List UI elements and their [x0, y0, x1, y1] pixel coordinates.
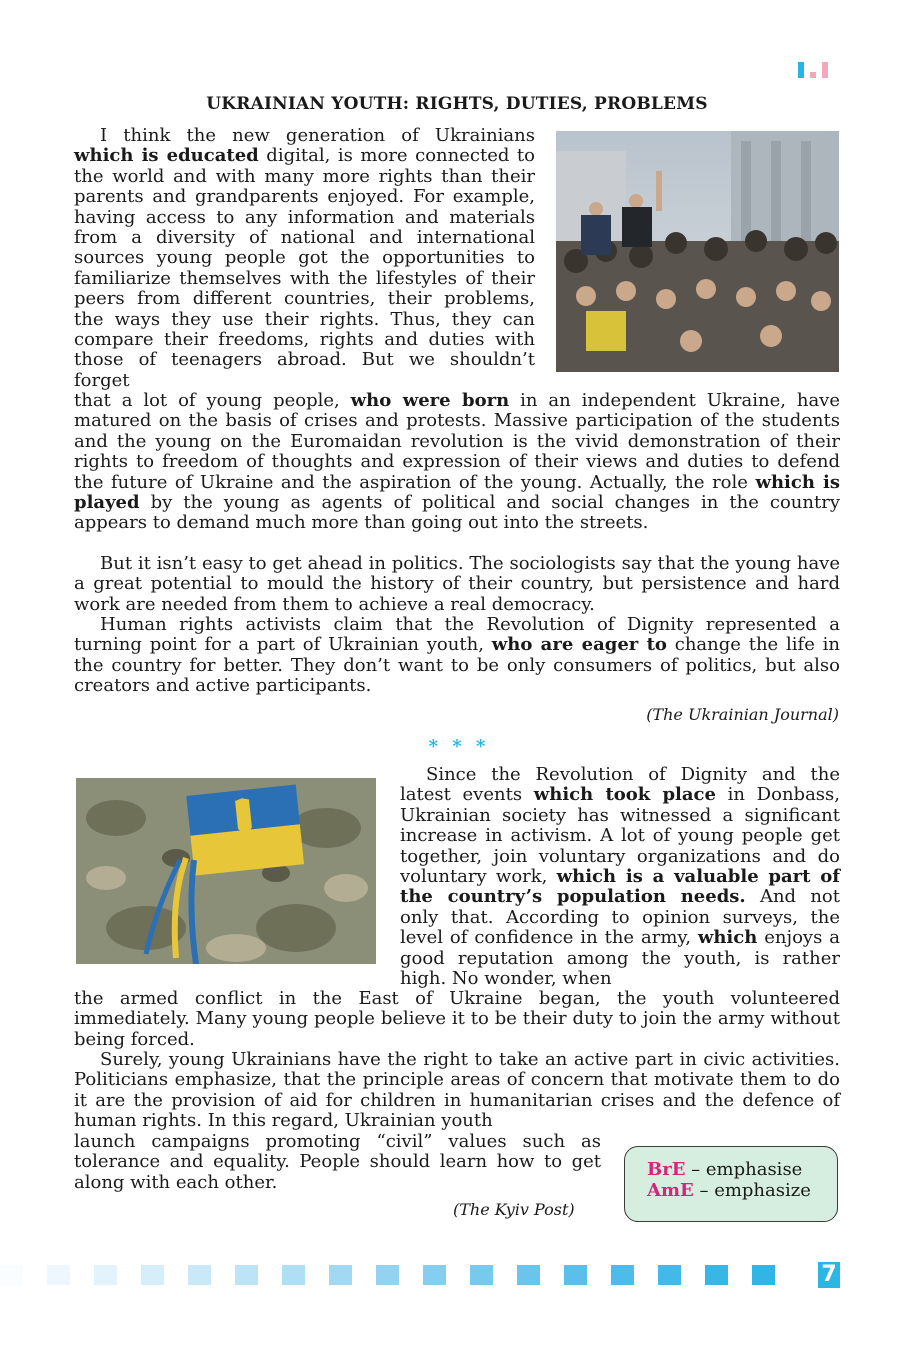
footer-square	[329, 1265, 352, 1285]
source-ukrainian-journal: (The Ukrainian Journal)	[646, 705, 839, 724]
article1-paragraph1-continued	[74, 391, 840, 534]
text-run: And not only that. According to opinion surveys, the level of confidence in the army,	[400, 886, 840, 949]
article1-paragraph1	[74, 126, 535, 391]
footer-square	[188, 1265, 211, 1285]
footer-square	[282, 1265, 305, 1285]
marker-bar-pink	[822, 62, 828, 78]
note-ame-tag: AmE	[647, 1180, 694, 1201]
text-run: But it isn’t easy to get ahead in politics. The sociologists say that the young have a great potential to mould the history of their country, but persistence and hard work are needed from them to achieve a real democracy.	[74, 553, 840, 615]
text-run: by the young as agents of political and social changes in the country appears to demand much more than going out into the streets.	[74, 492, 840, 534]
corner-marker	[798, 62, 828, 78]
footer-square	[47, 1265, 70, 1285]
marker-dot-pink	[810, 72, 816, 78]
protest-crowd-photo	[556, 131, 839, 372]
source-kyiv-post: (The Kyiv Post)	[453, 1200, 575, 1219]
text-run: launch campaigns promoting “civil” values such as tolerance and equality. People should learn how to get along with each other.	[74, 1131, 601, 1193]
emphasized-phrase: which is a valuable part of the country’s population needs.	[400, 866, 841, 908]
text-run: in an independent Ukraine, have matured on the basis of crises and protests. Massive participation of the students and the young on the Euromaidan revolution is the vivid demonstration of their rights to freedom of thoughts and expression of their views and duties to defend the future of Ukraine and the aspiration of the young. Actually, the role	[74, 390, 841, 493]
emphasized-phrase: who were born	[350, 390, 510, 411]
footer-square	[235, 1265, 258, 1285]
emphasized-phrase: which is educated	[74, 145, 259, 167]
page-number: 7	[818, 1262, 840, 1288]
note-ame-line	[647, 1180, 837, 1201]
article2-paragraph2	[74, 1050, 840, 1132]
footer-square	[564, 1265, 587, 1285]
footer-square	[141, 1265, 164, 1285]
note-bre-tag: BrE	[647, 1159, 686, 1180]
text-run: in Donbass, Ukrainian society has witnessed a significant increase in activism. A lot of young people get together, join voluntary organizations and do voluntary work,	[400, 784, 840, 888]
text-run: Surely, young Ukrainians have the right to take an active part in civic activities. Politicians emphasize, that the principle areas of concern that motivate them to do it are the provision of aid for children in humanitarian crises and the defence of human rights. In this regard, Ukrainian youth	[74, 1049, 840, 1132]
article2-paragraph1	[400, 765, 840, 989]
text-run: I think the new generation of Ukrainians	[100, 125, 535, 146]
note-bre-word: – emphasise	[691, 1159, 803, 1180]
military-patch-photo	[76, 778, 376, 964]
text-run: digital, is more connected to the world and with many more rights than their parents and grandparents enjoyed. For example, having access to any information and materials from a diversity of national and international sources young people got the opportunities to familiarize themselves with the lifestyles of their peers from different countries, their problems, the ways they use their rights. Thus, they can compare their freedoms, rights and duties with those of teenagers abroad. But we shouldn’t forget	[74, 145, 535, 391]
emphasized-phrase: which took place	[533, 784, 716, 806]
text-run: enjoys a good reputation among the youth, is rather high. No wonder, when	[400, 927, 840, 990]
article2-paragraph1-continued	[74, 989, 840, 1050]
footer-square	[517, 1265, 540, 1285]
footer-square	[0, 1265, 23, 1285]
text-run: the armed conflict in the East of Ukraine began, the youth volunteered immediately. Many young people believe it to be their duty to join the army without being forced.	[74, 988, 840, 1050]
footer-square	[470, 1265, 493, 1285]
spelling-note	[624, 1146, 838, 1222]
footer-square	[423, 1265, 446, 1285]
footer-square	[94, 1265, 117, 1285]
text-run: that a lot of young people,	[74, 390, 351, 411]
footer-square	[658, 1265, 681, 1285]
footer-square	[611, 1265, 634, 1285]
footer-square	[376, 1265, 399, 1285]
emphasized-phrase: which	[697, 927, 758, 949]
marker-bar-blue	[798, 62, 804, 78]
note-bre-line	[647, 1159, 837, 1180]
article1-paragraph3	[74, 615, 840, 697]
page-title: UKRAINIAN YOUTH: RIGHTS, DUTIES, PROBLEMS	[206, 94, 708, 114]
footer-decoration	[0, 1265, 799, 1285]
article2-paragraph2-continued	[74, 1132, 601, 1193]
text-run: change the life in the country for better. They don’t want to be only consumers of politics, but also creators and active participants.	[74, 634, 840, 697]
section-separator: * * *	[428, 736, 490, 757]
text-run: Since the Revolution of Dignity and the latest events	[400, 764, 840, 806]
emphasized-phrase: which is played	[74, 471, 840, 514]
footer-square	[705, 1265, 728, 1285]
article1-paragraph2	[74, 554, 840, 615]
footer-square	[752, 1265, 775, 1285]
note-ame-word: – emphasize	[699, 1180, 811, 1201]
emphasized-phrase: who are eager to	[491, 634, 667, 656]
text-run: Human rights activists claim that the Revolution of Dignity represented a turning point for a part of Ukrainian youth,	[74, 614, 840, 656]
